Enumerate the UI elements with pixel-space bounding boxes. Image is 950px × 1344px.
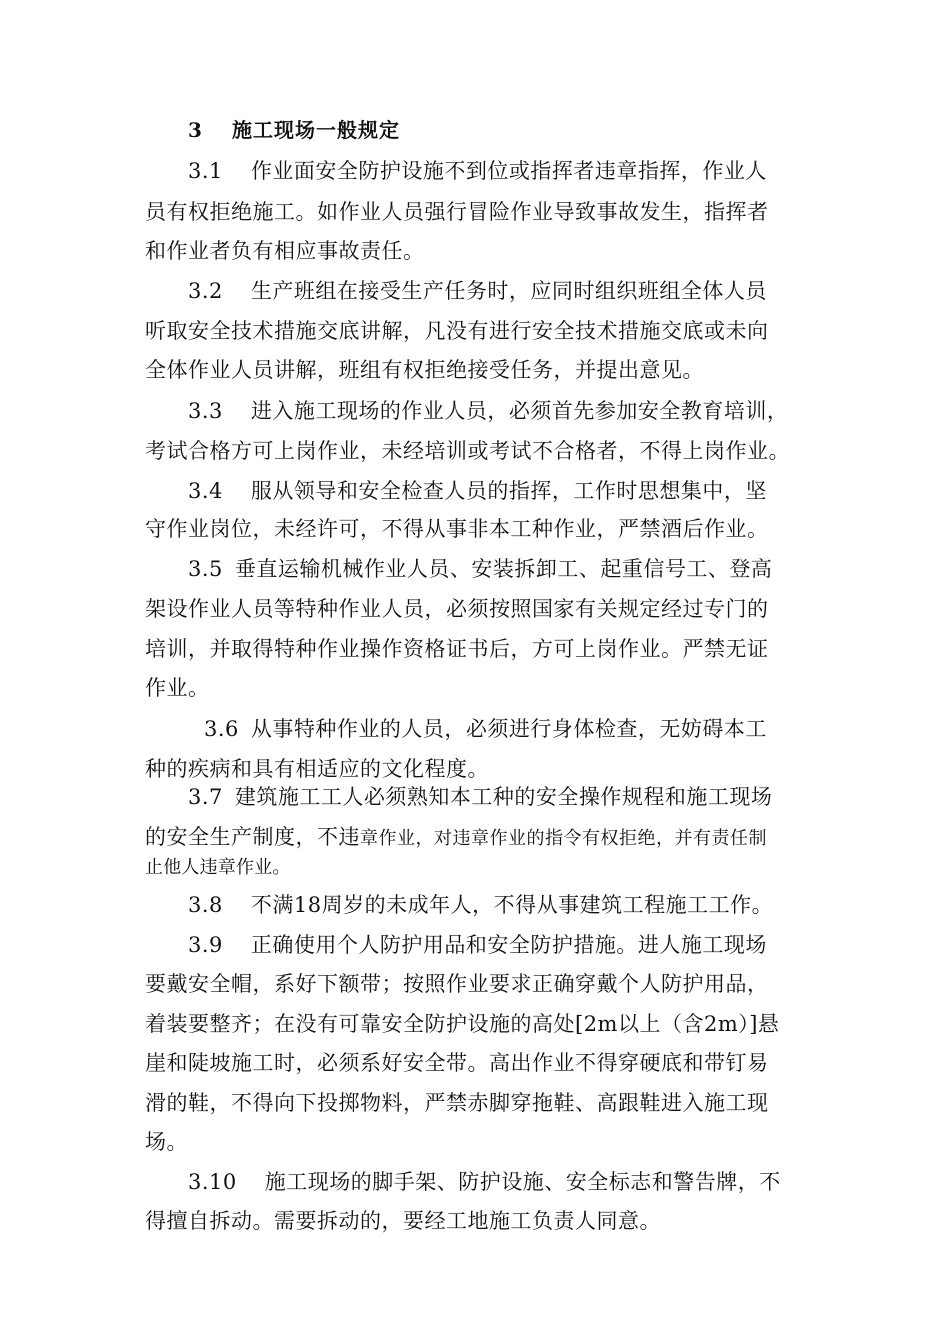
clause-3-9-line-6: 场。 bbox=[145, 1130, 188, 1154]
clause-3-5-line-3: 培训，并取得特种作业操作资格证书后，方可上岗作业。严禁无证 bbox=[145, 637, 769, 661]
clause-number: 3.9 bbox=[188, 933, 223, 957]
clause-3-6-line-2: 种的疾病和具有相适应的文化程度。 bbox=[145, 757, 489, 781]
clause-3-7-line-1 bbox=[188, 782, 772, 812]
clause-number: 3.2 bbox=[188, 279, 223, 303]
clause-3-5-line-1 bbox=[188, 554, 772, 584]
clause-text: 垂直运输机械作业人员、安装拆卸工、起重信号工、登高 bbox=[234, 557, 773, 581]
clause-number: 3.1 bbox=[188, 159, 223, 183]
clause-3-10-line-2: 得擅自拆动。需要拆动的，要经工地施工负责人同意。 bbox=[145, 1209, 661, 1233]
section-number: 3 bbox=[188, 118, 203, 142]
clause-text: 正确使用个人防护用品和安全防护措施。进人施工现场 bbox=[250, 933, 767, 957]
clause-3-2-line-2: 听取安全技术措施交底讲解，凡没有进行安全技术措施交底或未向 bbox=[145, 319, 769, 343]
clause-text: 进入施工现场的作业人员，必须首先参加安全教育培训， bbox=[250, 399, 789, 423]
clause-3-5-line-4: 作业。 bbox=[145, 676, 210, 700]
clause-number: 3.7 bbox=[188, 785, 223, 809]
clause-3-2-line-3: 全体作业人员讲解，班组有权拒绝接受任务，并提出意见。 bbox=[145, 358, 704, 382]
clause-3-5-line-2: 架设作业人员等特种作业人员，必须按照国家有关规定经过专门的 bbox=[145, 597, 769, 621]
clause-3-9-line-2: 要戴安全帽，系好下额带；按照作业要求正确穿戴个人防护用品， bbox=[145, 972, 769, 996]
clause-3-10-line-1 bbox=[188, 1167, 781, 1197]
clause-number: 3.6 bbox=[204, 717, 239, 741]
clause-3-9-line-1 bbox=[188, 930, 767, 960]
clause-3-8-line-1 bbox=[188, 890, 773, 920]
clause-text: 服从领导和安全检查人员的指挥，工作时思想集中，坚 bbox=[250, 479, 767, 503]
clause-3-7-line-3: 止他人违章作业。 bbox=[145, 857, 291, 878]
clause-3-1-line-3: 和作业者负有相应事故责任。 bbox=[145, 239, 425, 263]
clause-text: 作业面安全防护设施不到位或指挥者违章指挥，作业人 bbox=[250, 159, 767, 183]
section-heading bbox=[188, 114, 400, 143]
clause-number: 3.4 bbox=[188, 479, 223, 503]
clause-3-3-line-2: 考试合格方可上岗作业，未经培训或考试不合格者，不得上岗作业。 bbox=[145, 439, 790, 463]
section-title: 施工现场一般规定 bbox=[232, 118, 400, 142]
clause-3-4-line-2: 守作业岗位，未经许可，不得从事非本工种作业，严禁酒后作业。 bbox=[145, 517, 769, 541]
clause-3-6-line-1 bbox=[204, 714, 767, 744]
clause-number: 3.8 bbox=[188, 893, 223, 917]
clause-3-4-line-1 bbox=[188, 476, 767, 506]
clause-3-7-line-2 bbox=[145, 822, 767, 854]
clause-text: 的安全生产制度，不违 bbox=[145, 825, 360, 849]
clause-3-3-line-1 bbox=[188, 396, 788, 426]
clause-3-2-line-1 bbox=[188, 276, 767, 306]
clause-text-small: 章作业，对违章作业的指令有权拒绝，并有责任制 bbox=[360, 828, 767, 849]
clause-text: 从事特种作业的人员，必须进行身体检查，无妨碍本工 bbox=[250, 717, 767, 741]
clause-text: 施工现场的脚手架、防护设施、安全标志和警告牌，不 bbox=[264, 1170, 781, 1194]
clause-3-9-line-4: 崖和陡坡施工时，必须系好安全带。高出作业不得穿硬底和带钉易 bbox=[145, 1051, 769, 1075]
clause-number: 3.5 bbox=[188, 557, 223, 581]
clause-3-9-line-3: 着装要整齐；在没有可靠安全防护设施的高处[2m以上（含2m）]悬 bbox=[145, 1012, 780, 1036]
clause-text: 建筑施工工人必须熟知本工种的安全操作规程和施工现场 bbox=[234, 785, 773, 809]
clause-number: 3.10 bbox=[188, 1170, 237, 1194]
clause-3-1-line-2: 员有权拒绝施工。如作业人员强行冒险作业导致事故发生，指挥者 bbox=[145, 200, 769, 224]
clause-3-1-line-1 bbox=[188, 156, 767, 186]
clause-text: 生产班组在接受生产任务时，应同时组织班组全体人员 bbox=[250, 279, 767, 303]
clause-3-9-line-5: 滑的鞋，不得向下投掷物料，严禁赤脚穿拖鞋、高跟鞋进入施工现 bbox=[145, 1091, 769, 1115]
clause-text: 不满18周岁的未成年人，不得从事建筑工程施工工作。 bbox=[250, 893, 774, 917]
clause-number: 3.3 bbox=[188, 399, 223, 423]
